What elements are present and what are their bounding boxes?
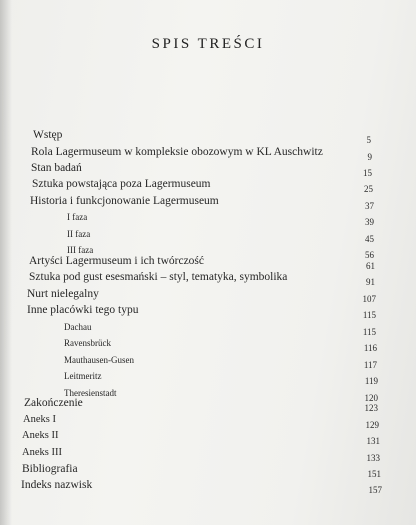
toc-entry-page-number: 131: [366, 436, 380, 446]
toc-entry-page-number: 157: [368, 485, 382, 495]
toc-entry-title: Dachau: [64, 322, 92, 332]
toc-entry-title: Nurt nielegalny: [27, 288, 99, 300]
toc-entry-title: Historia i funkcjonowanie Lagermuseum: [30, 195, 219, 207]
toc-entry-title: Sztuka pod gust esesmański – styl, tematyka, symbolika: [29, 271, 288, 283]
toc-entry-title: Theresienstadt: [64, 388, 117, 398]
toc-entry: [0, 194, 416, 210]
toc-entry-title: Inne placówki tego typu: [27, 304, 139, 316]
toc-entry: [0, 446, 416, 462]
toc-entry: [0, 478, 416, 494]
toc-entry: [0, 270, 416, 286]
toc-entry: [0, 336, 416, 352]
toc-entry: [0, 353, 416, 369]
toc-entry-title: Artyści Lagermuseum i ich twórczość: [29, 255, 204, 267]
toc-entry-page-number: 123: [364, 403, 378, 413]
toc-entry: [0, 161, 416, 177]
toc-entry: [0, 396, 416, 412]
toc-entry-title: Sztuka powstająca poza Lagermuseum: [32, 178, 211, 190]
toc-entry-page-number: 151: [367, 469, 381, 479]
toc-entry-page-number: 119: [364, 376, 378, 386]
toc-entry-title: Zakończenie: [24, 397, 83, 409]
toc-entry-page-number: 116: [363, 343, 377, 353]
toc-entry-page-number: 15: [363, 168, 372, 178]
toc-entry: [0, 369, 416, 385]
toc-entry-page-number: 120: [364, 393, 378, 403]
toc-entry-title: Wstęp: [33, 129, 63, 141]
toc-entry: [0, 320, 416, 336]
toc-entry-page-number: 37: [365, 201, 374, 211]
toc-entry: [0, 429, 416, 445]
toc-entry: [0, 177, 416, 193]
toc-entry-page-number: 9: [367, 152, 372, 162]
toc-entry: [0, 287, 416, 303]
toc-entry-page-number: 129: [365, 420, 379, 430]
toc-entry-title: Ravensbrück: [64, 338, 111, 348]
toc-entry-title: Aneks II: [22, 430, 59, 441]
toc-entry-title: Stan badań: [31, 162, 82, 174]
toc-entry: [0, 210, 416, 226]
toc-entry-page-number: 117: [363, 360, 377, 370]
toc-entry-title: Indeks nazwisk: [21, 479, 93, 491]
toc-entry: [0, 462, 416, 478]
toc-entry-page-number: 45: [365, 234, 374, 244]
toc-entry-page-number: 91: [366, 277, 375, 287]
toc-entry-title: II faza: [67, 229, 91, 239]
toc-entry-page-number: 39: [365, 217, 374, 227]
toc-entry-page-number: 5: [366, 135, 371, 145]
toc-entry-page-number: 107: [362, 294, 376, 304]
toc-entry-page-number: 115: [362, 310, 376, 320]
toc-entry: [0, 227, 416, 243]
toc-entry: [0, 145, 416, 161]
toc-entry-page-number: 133: [366, 453, 380, 463]
toc-entry-title: Leitmeritz: [64, 371, 102, 381]
toc-entry-page-number: 56: [365, 250, 374, 260]
toc-entry-title: III faza: [67, 245, 94, 255]
toc-entry: [0, 303, 416, 319]
page-title: SPIS TREŚCI: [151, 36, 265, 52]
toc-entry-title: Mauthausen-Gusen: [64, 355, 134, 365]
toc-entry: [0, 413, 416, 429]
toc-entry: [0, 128, 416, 144]
toc-entry: [0, 254, 416, 270]
toc-entry-title: Rola Lagermuseum w kompleksie obozowym w KL Auschwitz: [31, 146, 323, 158]
toc-entry-title: Aneks I: [23, 414, 56, 425]
toc-entry-page-number: 115: [362, 327, 376, 337]
toc-entry-page-number: 25: [364, 184, 373, 194]
toc-entry-page-number: 61: [366, 261, 375, 271]
toc-entry-title: I faza: [67, 212, 88, 222]
toc-entry-title: Aneks III: [22, 447, 62, 458]
toc-entry-title: Bibliografia: [22, 463, 78, 475]
